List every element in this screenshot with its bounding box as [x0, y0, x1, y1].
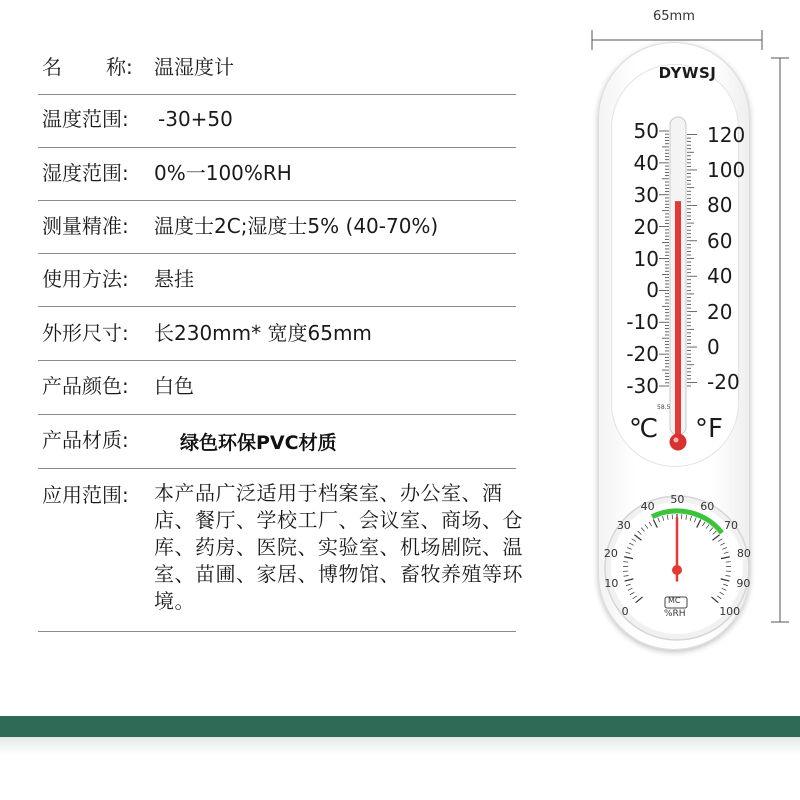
- needle-hub: [672, 565, 682, 575]
- celsius-tick-label: 30: [633, 182, 659, 207]
- divider: [38, 253, 516, 254]
- dial-tick-label: 100: [719, 604, 741, 618]
- divider: [38, 306, 516, 307]
- dial-badge: MC: [668, 596, 681, 605]
- bottom-green-band: [0, 716, 800, 737]
- celsius-tick-label: -30: [626, 374, 659, 398]
- spec-label: 使用方法:: [42, 267, 129, 291]
- spec-label: 产品材质:: [42, 428, 129, 452]
- divider: [38, 631, 516, 632]
- celsius-tick-label: 50: [633, 119, 659, 143]
- fahrenheit-tick-label: 40: [707, 264, 733, 289]
- fahrenheit-tick-label: 20: [707, 299, 733, 324]
- divider: [38, 468, 516, 469]
- spec-value: 绿色环保PVC材质: [180, 432, 337, 454]
- dial-tick-label: 50: [670, 493, 685, 506]
- spec-label: 产品颜色:: [42, 374, 129, 398]
- fahrenheit-tick-label: 80: [707, 193, 733, 218]
- spec-label: [42, 52, 133, 82]
- spec-label: 外形尺寸:: [42, 321, 129, 345]
- spec-value: 长230mm* 宽度65mm: [154, 321, 372, 345]
- spec-value: 温度士2C;湿度士5% (40-70%): [154, 214, 439, 238]
- fahrenheit-tick-label: -20: [707, 370, 740, 395]
- dial-tick-label: 10: [604, 577, 619, 591]
- spec-value: 白色: [154, 374, 194, 398]
- spec-label-part: 名: [42, 55, 62, 79]
- celsius-tick-label: 40: [633, 150, 659, 175]
- celsius-tick-label: -10: [626, 310, 659, 335]
- spec-value: -30+50: [158, 107, 233, 131]
- celsius-tick-label: 0: [646, 278, 659, 303]
- dial-tick-label: 70: [723, 519, 738, 533]
- dial-tick-label: 40: [640, 499, 655, 513]
- celsius-unit: ℃: [629, 414, 659, 444]
- dial-unit: %RH: [664, 609, 686, 619]
- spec-label: 应用范围:: [42, 483, 129, 507]
- fahrenheit-tick-label: 120: [707, 122, 746, 147]
- fahrenheit-tick-label: 100: [707, 157, 746, 182]
- brand-label: DYWSJ: [658, 64, 717, 82]
- divider: [38, 414, 516, 415]
- celsius-tick-label: -20: [626, 342, 659, 367]
- small-mark: 58.5: [657, 404, 671, 411]
- spec-label: 温度范围:: [42, 107, 129, 131]
- fahrenheit-tick-label: 0: [707, 335, 720, 360]
- spec-value: 温湿度计: [154, 55, 234, 79]
- fahrenheit-unit: °F: [695, 414, 723, 444]
- spec-label: 湿度范围:: [42, 161, 129, 185]
- dial-tick-label: 30: [616, 519, 631, 533]
- dial-tick-label: 60: [700, 499, 715, 513]
- spec-label-part: 称:: [106, 55, 133, 79]
- spec-label: 测量精准:: [42, 214, 129, 238]
- celsius-tick-label: 20: [633, 214, 659, 239]
- fahrenheit-tick-label: 60: [707, 228, 733, 253]
- divider: [38, 360, 516, 361]
- dial-tick-label: 80: [736, 546, 751, 560]
- spec-value: 悬挂: [154, 267, 194, 291]
- divider: [38, 94, 516, 95]
- width-label: 65mm: [653, 9, 695, 24]
- spec-value: 0%一100%RH: [154, 161, 292, 185]
- dial-tick-label: 20: [603, 546, 618, 560]
- bottom-band-shadow: [0, 737, 800, 755]
- divider: [38, 147, 516, 148]
- dial-tick-label: 0: [621, 604, 629, 618]
- dial-tick-label: 90: [736, 577, 751, 591]
- thermo-hygrometer-image: [575, 0, 800, 680]
- spec-value: 本产品广泛适用于档案室、办公室、酒店、餐厅、学校工厂、会议室、商场、仓库、药房、医院、实验室、机场剧院、温室、苗圃、家居、博物馆、畜牧养殖等环境。: [154, 481, 523, 613]
- celsius-tick-label: 10: [633, 246, 659, 271]
- divider: [38, 200, 516, 201]
